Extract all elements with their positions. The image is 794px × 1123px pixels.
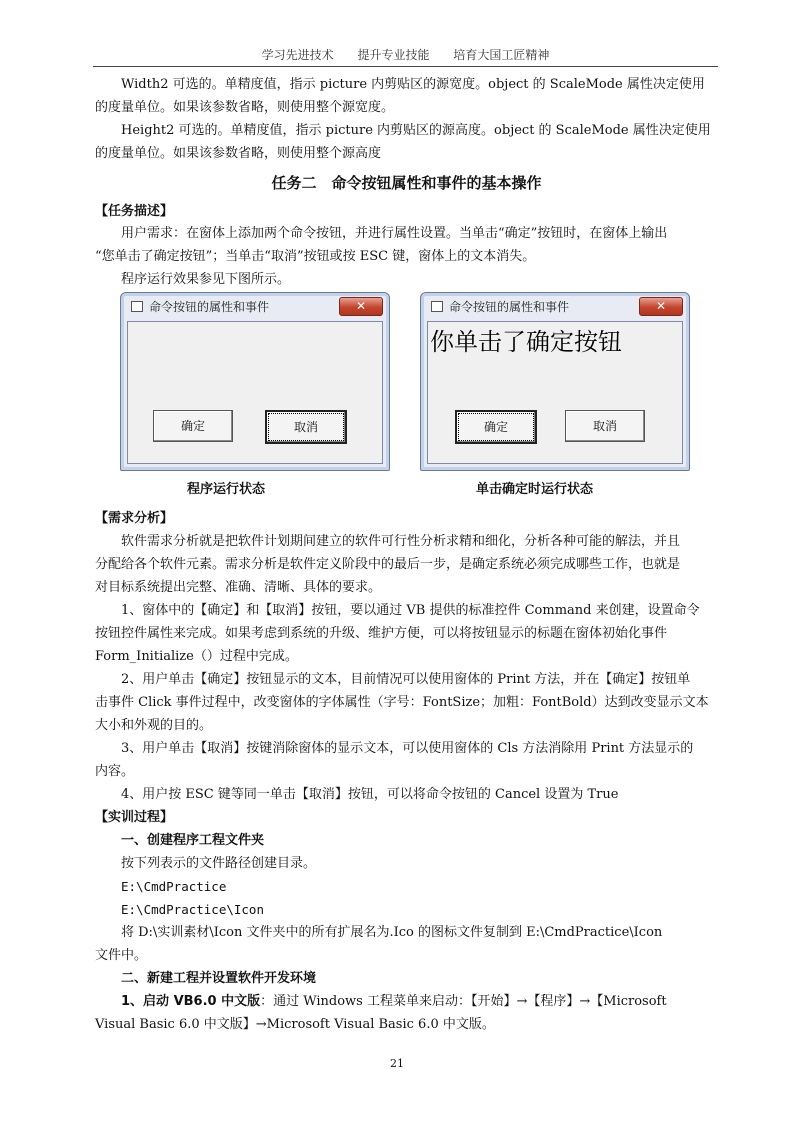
cancel-button[interactable]: 取消 — [565, 410, 645, 442]
step1-text: 按下列表示的文件路径创建目录。 — [121, 856, 317, 871]
form-client-area — [127, 321, 383, 464]
close-icon[interactable]: ✕ — [339, 297, 383, 316]
window-title: 命令按钮的属性和事件 — [149, 300, 270, 314]
window-title: 命令按钮的属性和事件 — [449, 300, 570, 314]
height2-line1: Height2 可选的。单精度值，指示 picture 内剪贴区的源高度。object 的 ScaleMode 属性决定使用 — [121, 123, 711, 138]
training-heading: 【实训过程】 — [95, 810, 174, 825]
analysis-p3-l1: 2、用户单击【确定】按钮显示的文本，目前情况可以使用窗体的 Print 方法，并在【确定】按钮单 — [121, 672, 691, 687]
ok-button[interactable]: 确定 — [455, 410, 537, 444]
close-icon[interactable]: ✕ — [639, 297, 683, 316]
analysis-p3-l2: 击事件 Click 事件过程中，改变窗体的字体属性（字号：FontSize；加粗：FontBold）达到改变显示文本 — [95, 695, 709, 710]
step2-sub-text: ：通过 Windows 工程菜单来启动：【开始】→【程序】→【Microsoft — [260, 994, 667, 1009]
analysis-p4-l2: 内容。 — [95, 764, 135, 779]
header-item: 学习先进技术 — [261, 48, 334, 62]
form-icon — [431, 301, 443, 312]
copy-line2: 文件中。 — [95, 948, 148, 963]
page-number: 21 — [390, 1057, 404, 1070]
path-1: E:\CmdPractice — [121, 879, 227, 894]
width2-line2: 的度量单位。如果该参数省略，则使用整个源宽度。 — [95, 100, 395, 115]
page-header — [93, 46, 718, 66]
path-2: E:\CmdPractice\Icon — [121, 902, 264, 917]
cancel-button[interactable]: 取消 — [265, 410, 347, 444]
step2-sub-title: 1、启动 VB6.0 中文版 — [121, 994, 261, 1009]
vb-window-initial — [120, 292, 390, 471]
analysis-p5-l1: 4、用户按 ESC 键等同一单击【取消】按钮，可以将命令按钮的 Cancel 设置为 True — [121, 787, 619, 802]
ok-button[interactable]: 确定 — [153, 410, 233, 442]
analysis-p4-l1: 3、用户单击【取消】按键消除窗体的显示文本，可以使用窗体的 Cls 方法消除用 Print 方法显示的 — [121, 741, 694, 756]
caption-clicked: 单击确定时运行状态 — [476, 482, 594, 497]
analysis-p1-l1: 软件需求分析就是把软件计划期间建立的软件可行性分析求精和细化，分析各种可能的解法，并且 — [121, 534, 681, 549]
task-desc-line1: 用户需求：在窗体上添加两个命令按钮，并进行属性设置。当单击“确定”按钮时，在窗体上输出 — [121, 226, 668, 241]
height2-line2: 的度量单位。如果该参数省略，则使用整个源高度 — [95, 146, 382, 161]
caption-initial: 程序运行状态 — [187, 482, 266, 497]
task-title: 任务二 命令按钮属性和事件的基本操作 — [271, 174, 542, 192]
window-titlebar — [425, 296, 685, 318]
step1-title: 一、创建程序工程文件夹 — [121, 833, 265, 848]
analysis-p2-l3: Form_Initialize（）过程中完成。 — [95, 649, 298, 664]
step2-title: 二、新建工程并设置软件开发环境 — [121, 971, 317, 986]
header-item: 培育大国工匠精神 — [453, 48, 550, 62]
analysis-p2-l1: 1、窗体中的【确定】和【取消】按钮，要以通过 VB 提供的标准控件 Command 来创建，设置命令 — [121, 603, 700, 618]
window-titlebar — [125, 296, 385, 318]
analysis-p2-l2: 按钮控件属性来完成。如果考虑到系统的升级、维护方便，可以将按钮显示的标题在窗体初始化事件 — [95, 626, 668, 641]
analysis-p1-l2: 分配给各个软件元素。需求分析是软件定义阶段中的最后一步，是确定系统必须完成哪些工作，也就是 — [95, 557, 681, 572]
analysis-heading: 【需求分析】 — [95, 511, 174, 526]
step2-line2: Visual Basic 6.0 中文版】→Microsoft Visual Basic 6.0 中文版。 — [95, 1017, 495, 1032]
width2-line1: Width2 可选的。单精度值，指示 picture 内剪贴区的源宽度。object 的 ScaleMode 属性决定使用 — [121, 77, 705, 92]
task-desc-line3: 程序运行效果参见下图所示。 — [121, 272, 291, 287]
vb-window-clicked — [420, 292, 690, 471]
form-icon — [131, 301, 143, 312]
task-desc-heading: 【任务描述】 — [95, 204, 174, 219]
analysis-p3-l3: 大小和外观的目的。 — [95, 718, 213, 733]
form-client-area — [427, 321, 683, 464]
analysis-p1-l3: 对目标系统提出完整、准确、清晰、具体的要求。 — [95, 580, 382, 595]
output-text: 你单击了确定按钮 — [430, 328, 622, 356]
step2-line1 — [95, 990, 718, 1013]
task-desc-line2: “您单击了确定按钮”；当单击“取消”按钮或按 ESC 键，窗体上的文本消失。 — [95, 249, 536, 264]
header-item: 提升专业技能 — [357, 48, 430, 62]
header-divider — [93, 66, 718, 67]
copy-line1: 将 D:\实训素材\Icon 文件夹中的所有扩展名为.Ico 的图标文件复制到 E:\CmdPractice\Icon — [121, 925, 663, 940]
